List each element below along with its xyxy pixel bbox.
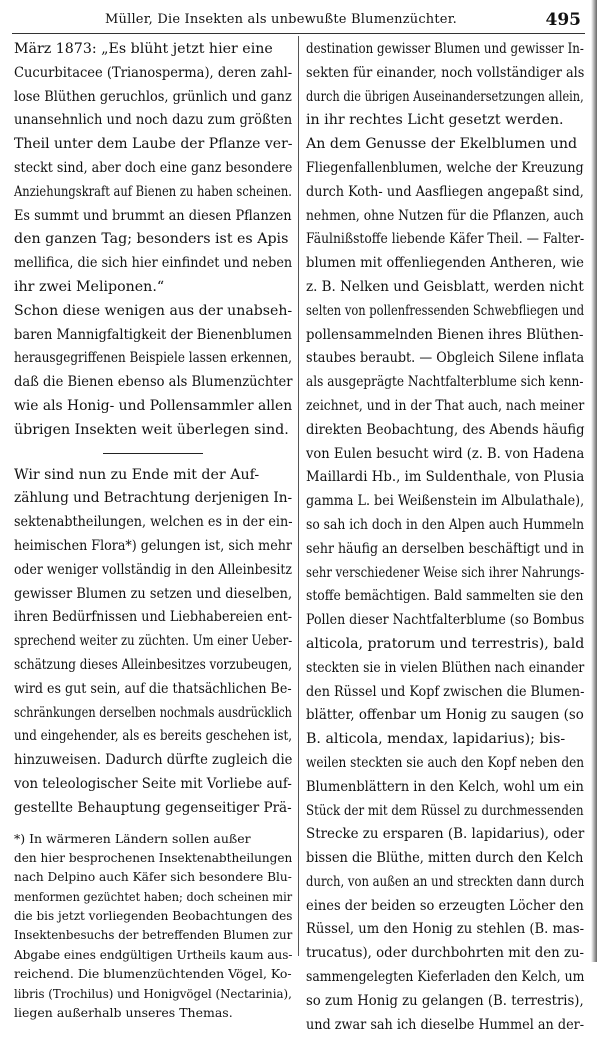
text-line: Rüssel, um den Honig zu stehlen (B. mas- — [306, 921, 585, 938]
footnote — [14, 829, 292, 1023]
text-line: durch die übrigen Auseinandersetzungen allein, — [306, 88, 584, 105]
text-line: B. alticola, mendax, lapidarius); bis- — [306, 731, 566, 748]
text-line: stoffe bemächtigen. Bald sammelten sie den — [306, 588, 584, 605]
page-edge-shadow — [591, 0, 597, 962]
text-line: schätzung dieses Alleinbesitzes vorzubeugen, — [14, 656, 293, 673]
text-line: *) In wärmeren Ländern sollen außer — [14, 830, 251, 846]
text-line: und zwar sah ich dieselbe Hummel an der- — [306, 1016, 585, 1033]
text-line: Fliegenfallenblumen, welche der Kreuzung — [306, 159, 584, 176]
text-line: Blumenblättern in den Kelch, wohl um ein — [306, 778, 584, 795]
text-line: ihr zwei Meliponen.“ — [14, 278, 165, 295]
text-line: liegen außerhalb unseres Themas. — [14, 1005, 233, 1021]
text-line: bissen die Blüthe, mitten durch den Kelch — [306, 850, 584, 867]
text-line: steckten sie in vielen Blüthen nach einander — [306, 659, 585, 676]
left-column-body-continued — [14, 464, 292, 821]
right-column-body — [306, 38, 584, 1037]
text-line: hinzuweisen. Dadurch dürfte zugleich die — [14, 752, 293, 769]
text-line: sammengelegten Kieferladen den Kelch, um — [306, 969, 585, 986]
text-line: baren Mannigfaltigkeit der Bienenblumen — [14, 326, 292, 343]
text-line: so zum Honig zu gelangen (B. terrestris), — [306, 992, 584, 1009]
section-divider — [103, 453, 203, 454]
text-line: sekten für einander, noch vollständiger als — [306, 64, 585, 81]
text-line: unansehnlich und noch dazu zum größten — [14, 112, 293, 129]
text-line: Theil unter dem Laube der Pflanze ver- — [14, 136, 293, 153]
text-line: destination gewisser Blumen und gewisser In- — [306, 41, 584, 57]
text-line: durch Koth- und Aasfliegen angepaßt sind, — [306, 183, 584, 200]
text-line: wie als Honig- und Pollensammler allen — [14, 397, 293, 414]
text-line: den Rüssel und Kopf zwischen die Blumen- — [306, 683, 585, 700]
header-rule — [12, 33, 585, 34]
text-line: gestellte Behauptung gegenseitiger Prä- — [14, 799, 292, 816]
text-line: die bis jetzt vorliegenden Beobachtungen des — [14, 908, 293, 924]
text-line: Maillardi Hb., im Suldenthale, von Plusia — [306, 469, 585, 486]
text-line: z. B. Nelken und Geisblatt, werden nicht — [306, 278, 584, 295]
page-header — [0, 0, 597, 32]
page-number: 495 — [545, 10, 581, 30]
text-line: als ausgeprägte Nachtfalterblume sich kenn- — [306, 374, 584, 391]
left-column — [14, 38, 292, 1022]
text-line: Es summt und brummt an diesen Pflanzen — [14, 207, 292, 224]
text-line: heimischen Flora*) gelungen ist, sich mehr — [14, 537, 292, 554]
text-line: mellifica, die sich hier einfindet und neben — [14, 255, 293, 272]
text-line: ihren Bedürfnissen und Liebhabereien ent- — [14, 609, 293, 626]
text-line: Schon diese wenigen aus der unabseh- — [14, 302, 293, 319]
text-line: eines der beiden so erzeugten Löcher den — [306, 897, 584, 914]
text-line: staubes beraubt. — Obgleich Silene inflata — [306, 350, 585, 367]
text-line: zeichnet, und in der That auch, nach meiner — [306, 397, 585, 414]
text-line: Cucurbitacee (Trianosperma), deren zahl- — [14, 64, 293, 81]
text-line: schränkungen derselben nochmals ausdrücklich — [14, 704, 292, 721]
left-column-body — [14, 38, 292, 443]
text-line: gamma L. bei Weißenstein im Albulathale), — [306, 493, 585, 510]
text-line: weilen steckten sie auch den Kopf neben den — [306, 754, 585, 771]
text-line: blumen mit offenliegenden Antheren, wie — [306, 255, 584, 272]
text-line: pollensammelnden Bienen ihres Blüthen- — [306, 326, 584, 343]
text-line: sehr verschiedener Weise sich ihrer Nahrungs- — [306, 564, 585, 581]
column-divider — [298, 36, 299, 956]
text-line: Stück der mit dem Rüssel zu durchmessenden — [306, 802, 584, 819]
text-line: und eingehender, als es bereits geschehen ist, — [14, 728, 292, 745]
text-line: menformen gezüchtet haben; doch scheinen mir — [14, 888, 293, 904]
text-line: Fäulnißstoffe liebende Käfer Theil. — Falter- — [306, 231, 585, 248]
text-line: libris (Trochilus) und Honigvögel (Nectarinia), — [14, 985, 292, 1001]
text-line: Abgabe eines endgültigen Urtheils kaum aus- — [14, 946, 293, 962]
text-line: von Eulen besucht wird (z. B. von Hadena — [306, 445, 585, 462]
text-line: reichend. Die blumenzüchtenden Vögel, Ko- — [14, 966, 292, 982]
text-line: Strecke zu ersparen (B. lapidarius), oder — [306, 826, 585, 843]
text-line: An dem Genusse der Ekelblumen und — [306, 136, 578, 153]
text-line: den hier besprochenen Insektenabtheilungen — [14, 849, 293, 865]
text-line: nach Delpino auch Käfer sich besondere Blu- — [14, 869, 292, 885]
text-line: sektenabtheilungen, welchen es in der ein- — [14, 514, 293, 531]
text-line: sprechend weiter zu züchten. Um einer Ueber- — [14, 633, 293, 650]
right-column — [306, 38, 584, 1037]
text-line: steckt sind, aber doch eine ganz besondere — [14, 159, 293, 176]
text-line: trucatus), oder durchbohrten mit den zu- — [306, 945, 585, 962]
text-line: übrigen Insekten weit überlegen sind. — [14, 421, 289, 438]
text-line: wird es gut sein, auf die thatsächlichen Be- — [14, 680, 292, 697]
running-title: Müller, Die Insekten als unbewußte Blumenzüchter. — [105, 12, 458, 27]
text-line: daß die Bienen ebenso als Blumenzüchter — [14, 374, 293, 391]
text-line: alticola, pratorum und terrestris), bald — [306, 635, 585, 652]
text-line: nehmen, ohne Nutzen für die Pflanzen, auch — [306, 207, 584, 224]
text-line: direkten Beobachtung, des Abends häufig — [306, 421, 585, 438]
text-line: so sah ich doch in den Alpen auch Hummeln — [306, 516, 585, 533]
text-line: herausgegriffenen Beispiele lassen erkennen, — [14, 350, 292, 367]
text-line: März 1873: „Es blüht jetzt hier eine — [14, 41, 273, 57]
text-line: durch, von außen an und streckten dann durch — [306, 873, 585, 890]
text-line: von teleologischer Seite mit Vorliebe auf- — [14, 775, 292, 792]
text-line: Wir sind nun zu Ende mit der Auf- — [14, 466, 260, 483]
text-line: in ihr rechtes Licht gesetzt werden. — [306, 112, 564, 129]
text-line: zählung und Betrachtung derjenigen In- — [14, 490, 293, 507]
text-line: Anziehungskraft auf Bienen zu haben scheinen. — [14, 183, 292, 200]
text-line: blätter, offenbar um Honig zu saugen (so — [306, 707, 584, 724]
text-line: lose Blüthen geruchlos, grünlich und ganz — [14, 88, 292, 105]
text-line: gewisser Blumen zu setzen und dieselben, — [14, 585, 293, 602]
text-line: selten von pollenfressenden Schwebfliegen und — [306, 302, 585, 319]
text-line: Pollen dieser Nachtfalterblume (so Bombus — [306, 612, 585, 629]
text-line: oder weniger vollständig in den Alleinbesitz — [14, 561, 292, 578]
text-line: Insektenbesuchs der betreffenden Blumen zur — [14, 927, 293, 943]
text-line: den ganzen Tag; besonders ist es Apis — [14, 231, 289, 248]
text-line: sehr häufig an derselben beschäftigt und in — [306, 540, 585, 557]
